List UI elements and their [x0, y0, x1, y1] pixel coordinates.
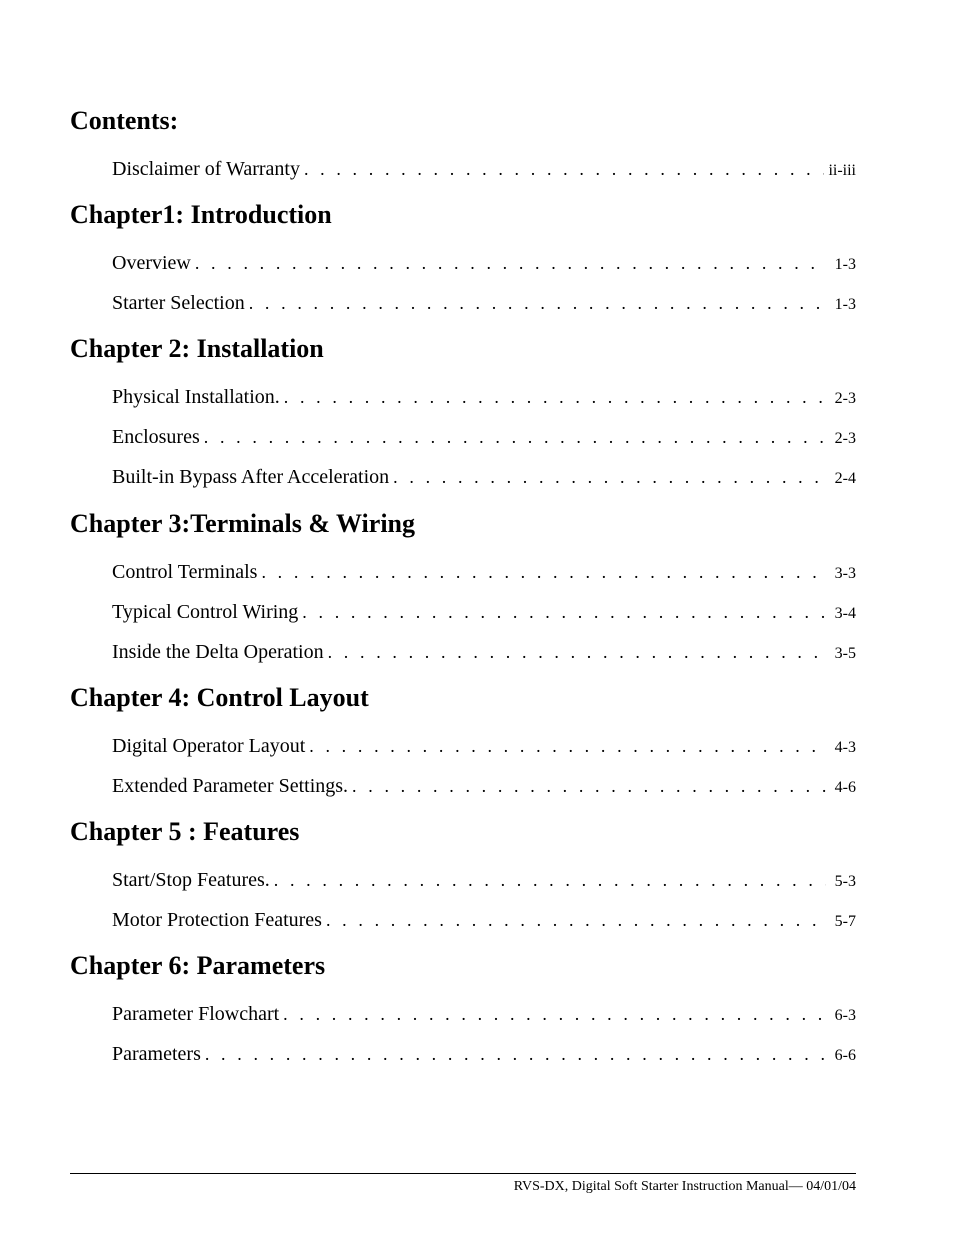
- toc-entry-title: Disclaimer of Warranty: [112, 158, 300, 180]
- toc-entry-page: 2-3: [834, 430, 856, 447]
- toc-entry-title: Starter Selection: [112, 292, 245, 314]
- toc-entry[interactable]: [112, 774, 856, 814]
- dot-leader: [204, 425, 826, 449]
- toc-entry-page: 3-3: [834, 565, 856, 582]
- toc-entry-page: 4-6: [834, 779, 856, 796]
- toc-entry[interactable]: [112, 465, 856, 505]
- toc-entry[interactable]: [112, 560, 856, 600]
- toc-entry-page: 4-3: [834, 739, 856, 756]
- toc-entry-page: 1-3: [834, 296, 856, 313]
- toc-entry[interactable]: [112, 385, 856, 425]
- section-heading: Chapter 6: Parameters: [70, 951, 326, 980]
- toc-section-chapter-6: [70, 951, 856, 1082]
- dot-leader: [195, 251, 826, 275]
- toc-entry-title: Inside the Delta Operation: [112, 641, 324, 663]
- dot-leader: [393, 465, 826, 489]
- toc-entry[interactable]: [112, 908, 856, 948]
- toc-entry-title: Motor Protection Features: [112, 909, 322, 931]
- toc-entry[interactable]: [112, 868, 856, 908]
- toc-entry-title: Control Terminals: [112, 561, 258, 583]
- dot-leader: [328, 640, 826, 664]
- dot-leader: [326, 908, 826, 932]
- toc-entry[interactable]: [112, 157, 856, 197]
- toc-entry-page: ii-iii: [828, 162, 856, 179]
- toc-entry-title: Built-in Bypass After Acceleration: [112, 466, 390, 488]
- dot-leader: [274, 868, 826, 892]
- toc-entry-page: 6-6: [834, 1047, 856, 1064]
- toc-entry-title: Digital Operator Layout: [112, 735, 306, 757]
- toc-section-chapter-2: [70, 334, 856, 505]
- toc-entry[interactable]: [112, 1002, 856, 1042]
- section-heading: Chapter 4: Control Layout: [70, 683, 369, 712]
- footer-divider: [70, 1173, 856, 1174]
- dot-leader: [304, 157, 824, 181]
- section-heading: Chapter 2: Installation: [70, 334, 324, 363]
- toc-entry-page: 3-4: [834, 605, 856, 622]
- toc-entry[interactable]: [112, 600, 856, 640]
- toc-entry-title: Typical Control Wiring: [112, 601, 299, 623]
- section-heading: Contents:: [70, 106, 179, 135]
- toc-entry-page: 6-3: [834, 1007, 856, 1024]
- toc-entry-page: 2-3: [834, 390, 856, 407]
- toc-section-chapter-1: [70, 200, 856, 331]
- dot-leader: [205, 1042, 826, 1066]
- toc-entry-page: 1-3: [834, 256, 856, 273]
- toc-entry-page: 5-7: [834, 913, 856, 930]
- section-heading: Chapter 5 : Features: [70, 817, 300, 846]
- toc-entry-title: Physical Installation.: [112, 386, 280, 408]
- toc-section-chapter-5: [70, 817, 856, 948]
- toc-entry[interactable]: [112, 251, 856, 291]
- dot-leader: [302, 600, 826, 624]
- toc-section-chapter-4: [70, 683, 856, 814]
- dot-leader: [249, 291, 826, 315]
- dot-leader: [283, 1002, 826, 1026]
- toc-entry[interactable]: [112, 1042, 856, 1082]
- toc-entry[interactable]: [112, 734, 856, 774]
- toc-entry[interactable]: [112, 291, 856, 331]
- toc-entry[interactable]: [112, 425, 856, 465]
- dot-leader: [284, 385, 826, 409]
- toc-section-contents: [70, 106, 856, 197]
- toc-entry[interactable]: [112, 640, 856, 680]
- section-heading: Chapter1: Introduction: [70, 200, 332, 229]
- toc-entry-title: Overview: [112, 252, 191, 274]
- toc-entry-page: 5-3: [834, 873, 856, 890]
- footer-text: RVS-DX, Digital Soft Starter Instruction Manual— 04/01/04: [513, 1179, 856, 1194]
- toc-entry-title: Extended Parameter Settings.: [112, 775, 349, 797]
- toc-entry-title: Parameters: [112, 1043, 201, 1065]
- toc-section-chapter-3: [70, 509, 856, 680]
- toc-entry-title: Enclosures: [112, 426, 200, 448]
- toc-entry-title: Parameter Flowchart: [112, 1003, 280, 1025]
- dot-leader: [261, 560, 826, 584]
- dot-leader: [309, 734, 826, 758]
- toc-entry-title: Start/Stop Features.: [112, 869, 270, 891]
- dot-leader: [352, 774, 826, 798]
- section-heading: Chapter 3:Terminals & Wiring: [70, 509, 416, 538]
- toc-entry-page: 3-5: [834, 645, 856, 662]
- toc-entry-page: 2-4: [834, 470, 856, 487]
